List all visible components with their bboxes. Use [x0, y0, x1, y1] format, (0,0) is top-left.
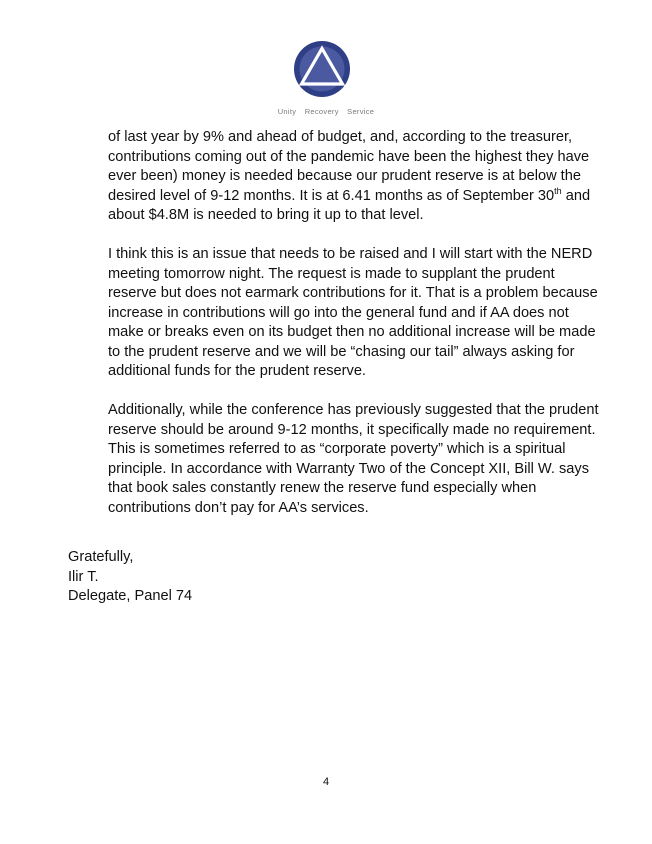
- logo-tagline: Unity Recovery Service: [277, 107, 375, 116]
- text-line-with-superscript: [108, 185, 591, 207]
- signer-name: Ilir T.: [68, 568, 99, 585]
- text-line: ever been) money is needed because our prudent reserve is at below the: [108, 168, 581, 184]
- text-line: contributions coming out of the pandemic have been the highest they have: [108, 148, 590, 165]
- text-line: to the prudent reserve and we will be “chasing our tail” always asking for: [108, 343, 575, 360]
- ordinal-superscript: th: [554, 185, 562, 196]
- paragraph-3: [108, 401, 599, 518]
- aa-logo-icon: [293, 40, 351, 98]
- text-line: increase in contributions will go into the general fund and if AA does not: [108, 304, 569, 321]
- text-line: principle. In accordance with Warranty Two of the Concept XII, Bill W. says: [108, 460, 589, 477]
- paragraph-2: [108, 245, 598, 382]
- text-line: about $4.8M is needed to bring it up to that level.: [108, 207, 424, 223]
- signer-title: Delegate, Panel 74: [68, 588, 193, 604]
- text-line: reserve but does not earmark contributions for it. That is a problem because: [108, 285, 598, 301]
- paragraph-1: [108, 128, 591, 226]
- page-number: 4: [322, 776, 330, 788]
- text-line: make or breaks even on its budget then no additional increase will be made: [108, 324, 596, 340]
- text-segment: desired level of 9-12 months. It is at 6.41 months as of September 30: [108, 187, 555, 204]
- text-line: that book sales constantly renew the reserve fund especially when: [108, 480, 537, 496]
- text-line: meeting tomorrow night. The request is made to supplant the prudent: [108, 265, 555, 282]
- text-line: Additionally, while the conference has previously suggested that the prudent: [108, 402, 599, 418]
- text-line: reserve should be around 9-12 months, it specifically made no requirement.: [108, 421, 596, 438]
- text-line: I think this is an issue that needs to be raised and I will start with the NERD: [108, 246, 593, 262]
- closing-salutation: Gratefully,: [68, 549, 134, 565]
- letter-body: [108, 128, 599, 538]
- text-line: contributions don’t pay for AA’s services.: [108, 499, 369, 516]
- text-line: of last year by 9% and ahead of budget, and, according to the treasurer,: [108, 129, 573, 145]
- text-segment: and: [561, 187, 591, 204]
- text-line: This is sometimes referred to as “corporate poverty” which is a spiritual: [108, 441, 566, 457]
- letter-closing: [68, 548, 192, 607]
- text-line: additional funds for the prudent reserve.: [108, 363, 366, 379]
